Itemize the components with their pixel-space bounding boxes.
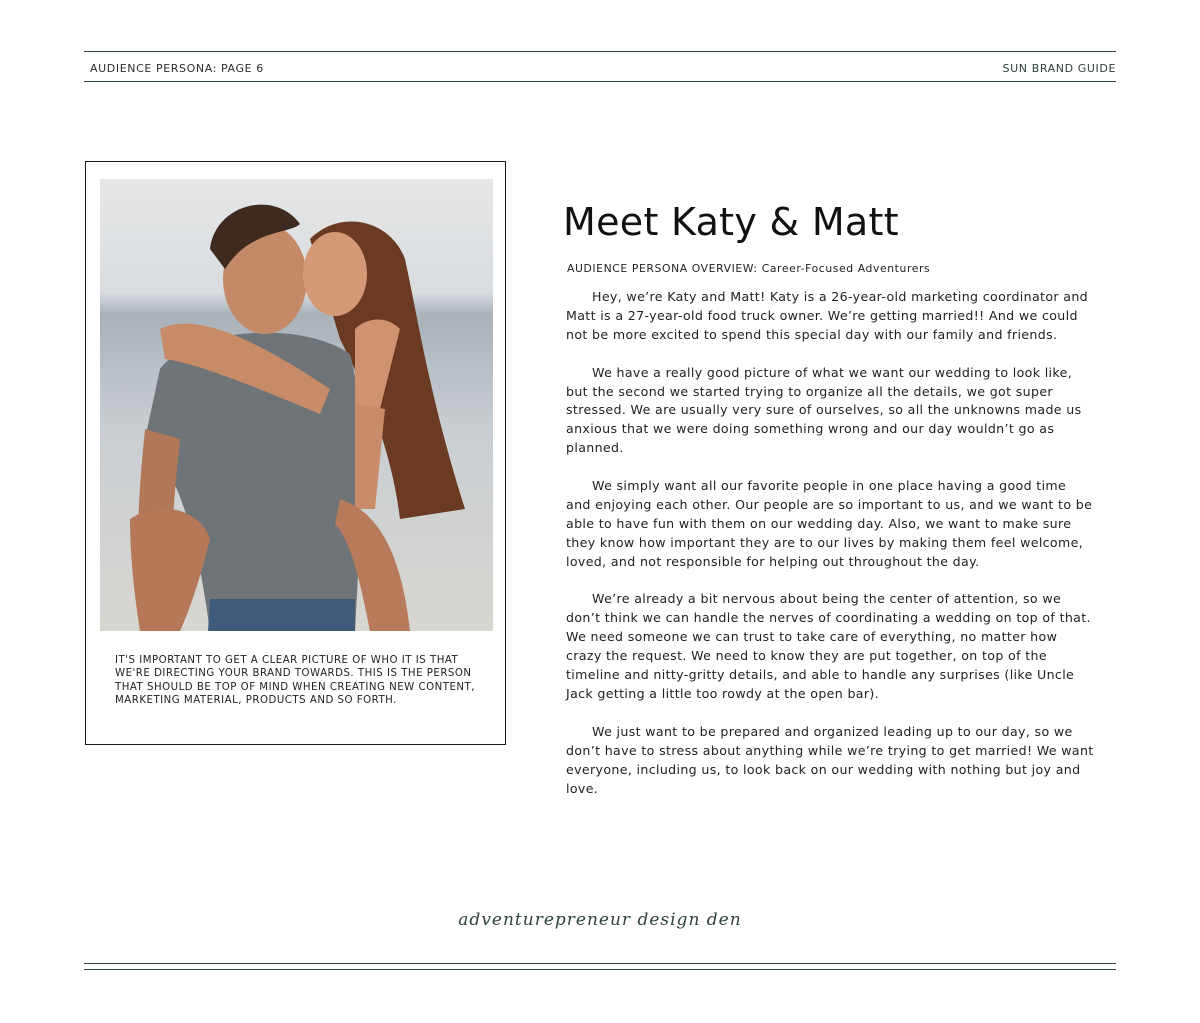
persona-overview: AUDIENCE PERSONA OVERVIEW: Career-Focused Adventurers <box>567 262 931 275</box>
header-brand-label: SUN BRAND GUIDE <box>1002 62 1116 75</box>
photo-card <box>85 161 506 745</box>
photo-caption: IT'S IMPORTANT TO GET A CLEAR PICTURE OF WHO IT IS THAT WE'RE DIRECTING YOUR BRAND TOWARDS. THIS IS THE PERSON THAT SHOULD BE TOP OF MIND WHEN CREATING NEW CONTENT, MARKETING MATERIAL, PRODUCTS AND SO FORTH. <box>115 655 475 707</box>
couple-photo-illustration <box>100 179 493 631</box>
header-top-rule <box>84 51 1116 52</box>
story-paragraph: Hey, we’re Katy and Matt! Katy is a 26-year-old marketing coordinator and Matt is a 27-year-old food truck owner. We’re getting married!! And we could not be more excited to spend this special day with our family and friends. <box>566 289 1089 342</box>
footer-rule-bottom <box>84 969 1116 970</box>
footer-rule-top <box>84 963 1116 964</box>
persona-story <box>566 288 1094 817</box>
header-page-label: AUDIENCE PERSONA: PAGE 6 <box>90 62 264 75</box>
story-paragraph: We have a really good picture of what we want our wedding to look like, but the second we started trying to organize all the details, we got super stressed. We are usually very sure of ourselves, so all the unknowns made us anxious that we were doing something wrong and our day wouldn’t go as planned. <box>566 364 1082 456</box>
couple-photo <box>100 179 493 631</box>
story-paragraph: We’re already a bit nervous about being the center of attention, so we don’t think we can handle the nerves of coordinating a wedding on top of that. We need someone we can trust to take care of everything, no matter how crazy the request. We need to know they are put together, on top of the timeline and nitty-gritty details, and able to handle any surprises (like Uncle Jack getting a little too rowdy at the open bar). <box>566 591 1091 701</box>
page-title: Meet Katy & Matt <box>563 200 899 244</box>
header-bottom-rule <box>84 81 1116 82</box>
brand-signature: adventurepreneur design den <box>458 910 742 930</box>
story-paragraph: We just want to be prepared and organized leading up to our day, so we don’t have to stress about anything while we’re trying to get married! We want everyone, including us, to look back on our wedding with nothing but joy and love. <box>566 723 1094 796</box>
story-paragraph: We simply want all our favorite people in one place having a good time and enjoying each other. Our people are so important to us, and we want to be able to have fun with them on our wedding day. Also, we want to make sure they know how important they are to our lives by making them feel welcome, loved, and not responsible for helping out throughout the day. <box>566 478 1093 569</box>
